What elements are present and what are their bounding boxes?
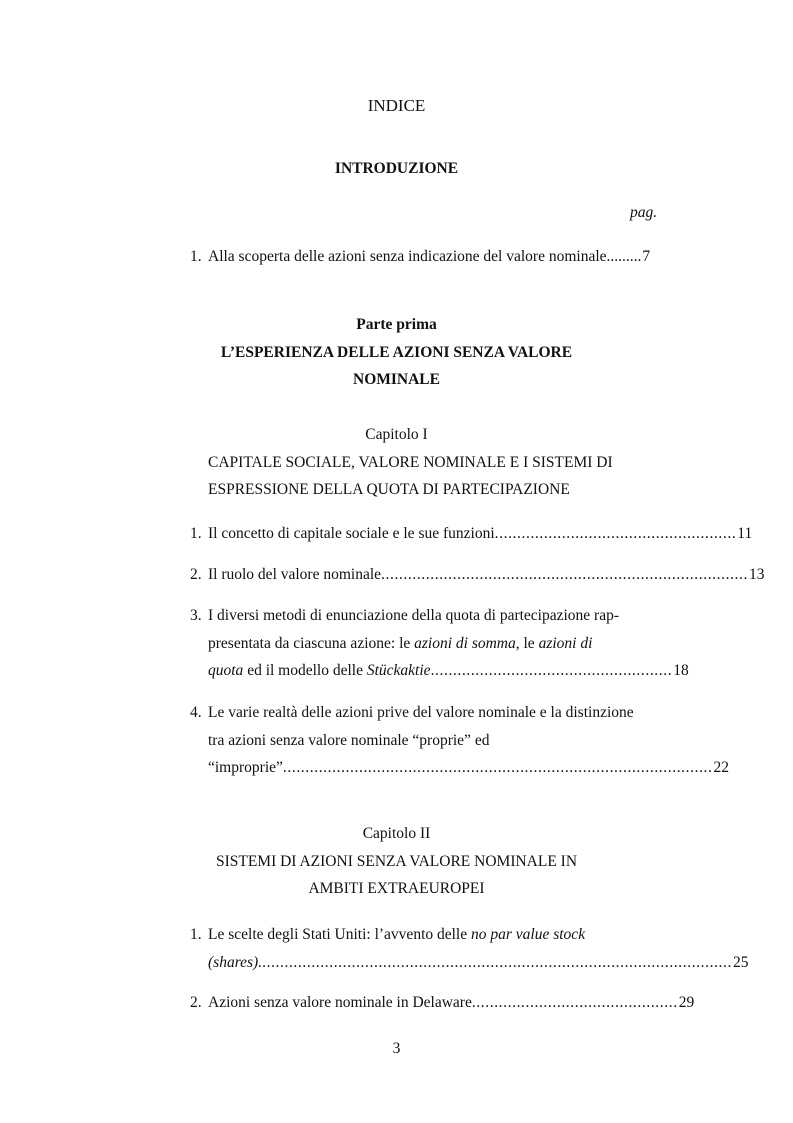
page-column-label: pag. (630, 204, 658, 221)
entry-title-line1: I diversi metodi di enunciazione della quota di partecipazione rap- (208, 607, 620, 624)
chapter-2-title-line1: SISTEMI DI AZIONI SENZA VALORE NOMINALE IN (215, 853, 578, 870)
entry-page: 18 (673, 662, 689, 679)
chapter-1-label: Capitolo I (365, 426, 428, 443)
chapter-1-title-line1: CAPITALE SOCIALE, VALORE NOMINALE E I SISTEMI DI (208, 454, 613, 471)
page-number: 3 (392, 1040, 401, 1057)
entry-title-line2: tra azioni senza valore nominale “proprie” ed (208, 732, 490, 749)
entry-title: Alla scoperta delle azioni senza indicazione del valore nominale (208, 248, 607, 265)
entry-dots: ......... (606, 248, 642, 265)
entry-page: 22 (713, 759, 729, 776)
entry-title: Il ruolo del valore nominale (208, 566, 382, 583)
entry-number: 2. (190, 994, 202, 1011)
index-title: INDICE (367, 96, 426, 115)
entry-dots: ...................................................... (430, 662, 673, 679)
entry-title-line1: Le varie realtà delle azioni prive del valore nominale e la distinzione (208, 704, 634, 721)
entry-title-line2: presentata da ciascuna azione: le azioni di somma, le azioni di (208, 635, 593, 652)
entry-dots: .................................................................................. (381, 566, 748, 583)
entry-page: 13 (748, 566, 765, 583)
entry-dots: .............................................. (471, 994, 678, 1011)
entry-title: Il concetto di capitale sociale e le sue funzioni (208, 525, 495, 542)
entry-number: 1. (190, 926, 202, 943)
entry-page: 11 (737, 525, 753, 542)
entry-page: 29 (678, 994, 695, 1011)
entry-number: 2. (190, 566, 202, 583)
entry-dots: ...................................................... (494, 525, 737, 542)
entry-number: 1. (190, 525, 202, 542)
entry-title-line3: quota ed il modello delle Stückaktie (208, 662, 431, 679)
entry-number: 3. (190, 607, 202, 624)
entry-page: 7 (642, 248, 651, 265)
entry-dots: ......................................................................................................... (262, 954, 732, 971)
part-label: Parte prima (356, 316, 437, 333)
part-title-line2: NOMINALE (353, 371, 440, 388)
entry-title-line2: (shares). (208, 954, 263, 971)
entry-number: 1. (190, 248, 202, 265)
entry-title-line3: “improprie” (208, 759, 283, 776)
chapter-1-title-line2: ESPRESSIONE DELLA QUOTA DI PARTECIPAZIONE (208, 481, 570, 498)
introduction-heading: INTRODUZIONE (334, 160, 459, 177)
part-title-line1: L’ESPERIENZA DELLE AZIONI SENZA VALORE (220, 344, 573, 361)
entry-dots: ................................................................................................ (282, 759, 713, 776)
entry-title: Azioni senza valore nominale in Delaware (208, 994, 472, 1011)
entry-page: 25 (732, 954, 749, 971)
entry-number: 4. (190, 704, 202, 721)
chapter-2-title-line2: AMBITI EXTRAEUROPEI (308, 880, 485, 897)
chapter-2-label: Capitolo II (362, 825, 431, 842)
entry-title-line1: Le scelte degli Stati Uniti: l’avvento delle no par value stock (208, 926, 586, 943)
